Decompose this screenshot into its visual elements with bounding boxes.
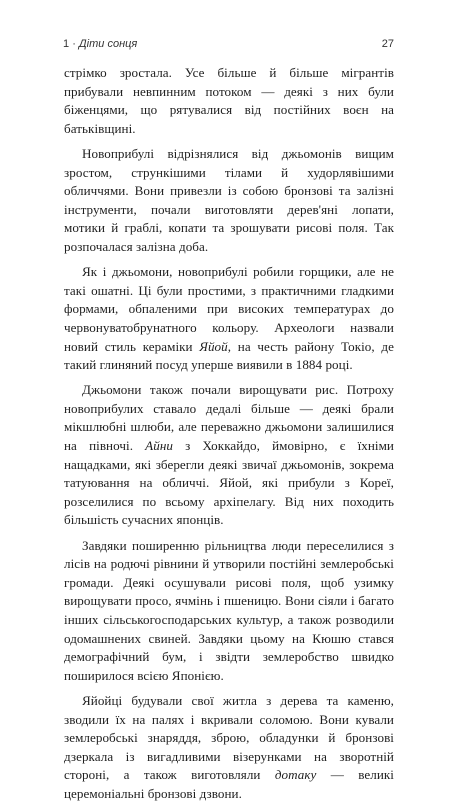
paragraph-6 xyxy=(64,692,394,804)
text-run: Як і джьомони, новоприбулі робили горщики, але не такі ошатні. Ці були простими, з практичними гладкими формами, обпаленими при високих температурах до червонуватобрунатного кольору. Археологи назвали новий стиль кераміки xyxy=(64,264,394,354)
page-number: 27 xyxy=(381,38,394,50)
body-text xyxy=(64,64,394,804)
text-run: Яйойці будували свої житла з дерева та каменю, зводили їх на палях і вкривали соломою. Вони кували землеробські знаряддя, зброю, обладунки й бронзові дзеркала із вигадливими візерунками на зворотній стороні, а також виготовляли xyxy=(64,692,394,783)
text-run: з Хоккайдо, ймовірно, є їхніми нащадками, які зберегли деякі звичаї джьомонів, зокрема татуювання на обличчі. Яйой, які прибули з Кореї, розселилися по всьому архіпелагу. Від них походить більшість сучасних японців. xyxy=(64,438,394,528)
running-header xyxy=(63,38,394,50)
italic-term-ainu: Айни xyxy=(145,438,173,454)
paragraph-5 xyxy=(64,537,394,686)
text-run: Джьомони також почали вирощувати рис. Потроху новоприбулих ставало дедалі більше — деякі брали мікшлюбні шлюби, але переважно джьомони залишилися на півночі. xyxy=(64,382,394,454)
chapter-number: 1 xyxy=(63,38,70,50)
paragraph-4 xyxy=(64,381,394,530)
paragraph-1 xyxy=(64,64,394,138)
header-separator: · xyxy=(72,38,76,50)
text-run: Завдяки поширенню рільництва люди переселилися з лісів на родючі рівнини й утворили постійні землеробські громади. Деякі осушували рисові поля, щоб узимку вирощувати просо, ячмінь і пшеницю. Вони сіяли і багато інших сільськогосподарських культур, а також розводили одомашнених свиней. Завдяки цьому на Кюшю стався демографічний бум, і звідти землеробство швидко поширилося всією Японією. xyxy=(64,537,394,683)
text-run: Новоприбулі відрізнялися від джьомонів вищим зростом, стрункішими тілами й худорлявішими обличчями. Вони привезли із собою бронзові та залізні інструменти, почали виготовляти дерев'яні лопати, мотики й граблі, копати та зрошувати рисові поля. Так розпочалася залізна доба. xyxy=(64,145,394,254)
italic-term-dotaku: дотаку xyxy=(274,767,317,783)
chapter-title: Діти сонця xyxy=(78,38,138,50)
italic-term-yayoi: Яйой xyxy=(199,338,228,354)
chapter-header xyxy=(63,38,137,50)
paragraph-3 xyxy=(64,263,394,375)
text-run: — великі церемоніальні бронзові дзвони. xyxy=(64,767,394,801)
text-run: , на честь району Токіо, де такий глиняний посуд уперше виявили в 1884 році. xyxy=(64,338,394,373)
paragraph-2 xyxy=(64,145,394,257)
text-run: стрімко зростала. Усе більше й більше мігрантів прибували невпинним потоком — деякі з них були біженцями, що рятувалися від постійних воєн на батьківщині. xyxy=(64,65,394,136)
